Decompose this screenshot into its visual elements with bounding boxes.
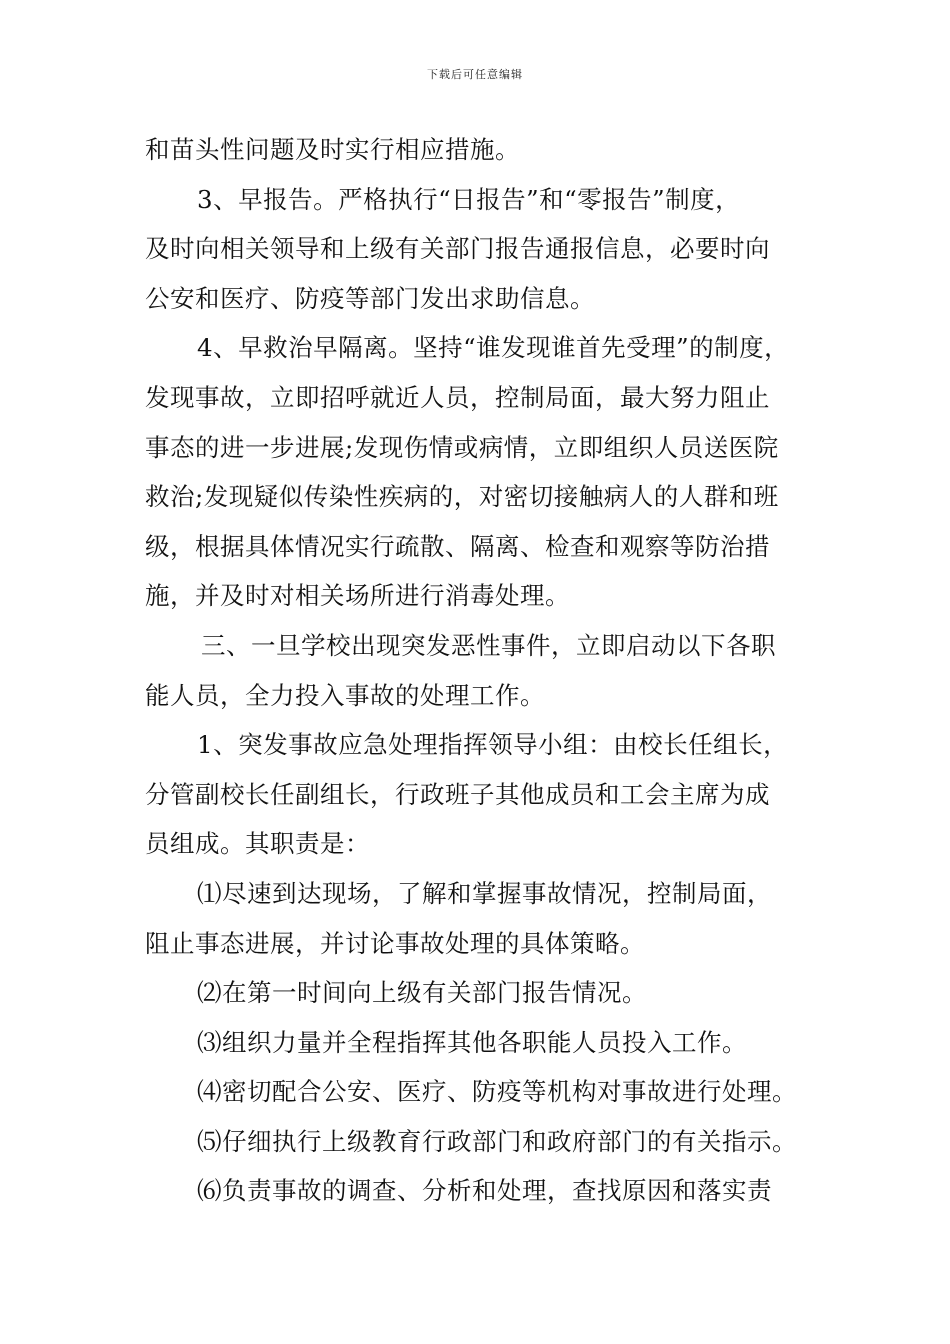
paragraph-line: 发现事故，立即招呼就近人员，控制局面，最大努力阻止 [145, 382, 770, 412]
list-item-line: ⑸仔细执行上级教育行政部门和政府部门的有关指示。 [197, 1126, 797, 1156]
list-item-line: ⑷密切配合公安、医疗、防疫等机构对事故进行处理。 [197, 1077, 797, 1107]
paragraph-line: 3、早报告。严格执行“日报告”和“零报告”制度， [197, 184, 741, 214]
paragraph-line: 员组成。其职责是： [145, 829, 370, 859]
paragraph-line: 施，并及时对相关场所进行消毒处理。 [145, 581, 570, 611]
paragraph-line: 事态的进一步进展;发现伤情或病情，立即组织人员送医院 [145, 432, 779, 462]
list-item-line: ⑹负责事故的调查、分析和处理，查找原因和落实责 [197, 1176, 772, 1206]
list-item-line: ⑵在第一时间向上级有关部门报告情况。 [197, 978, 647, 1008]
document-body [145, 125, 815, 1216]
paragraph-line: 级，根据具体情况实行疏散、隔离、检查和观察等防治措 [145, 531, 770, 561]
paragraph-line: 分管副校长任副组长，行政班子其他成员和工会主席为成 [145, 779, 770, 809]
paragraph-line: 公安和医疗、防疫等部门发出求助信息。 [145, 283, 595, 313]
page-header: 下载后可任意编辑 [427, 68, 523, 81]
paragraph-line: 及时向相关领导和上级有关部门报告通报信息，必要时向 [145, 234, 770, 264]
section-heading-line: 三、一旦学校出现突发恶性事件，立即启动以下各职 [201, 630, 776, 660]
paragraph-line: 能人员，全力投入事故的处理工作。 [145, 680, 545, 710]
paragraph-line: 阻止事态进展，并讨论事故处理的具体策略。 [145, 928, 645, 958]
paragraph-line: 救治;发现疑似传染性疾病的，对密切接触病人的人群和班 [145, 482, 779, 512]
list-item-line: ⑴尽速到达现场，了解和掌握事故情况，控制局面， [197, 878, 772, 908]
list-item-line: ⑶组织力量并全程指挥其他各职能人员投入工作。 [197, 1027, 747, 1057]
paragraph-line: 4、早救治早隔离。坚持“谁发现谁首先受理”的制度， [197, 333, 790, 363]
paragraph-line: 和苗头性问题及时实行相应措施。 [145, 135, 520, 164]
paragraph-line: 1、突发事故应急处理指挥领导小组：由校长任组长， [197, 730, 789, 760]
